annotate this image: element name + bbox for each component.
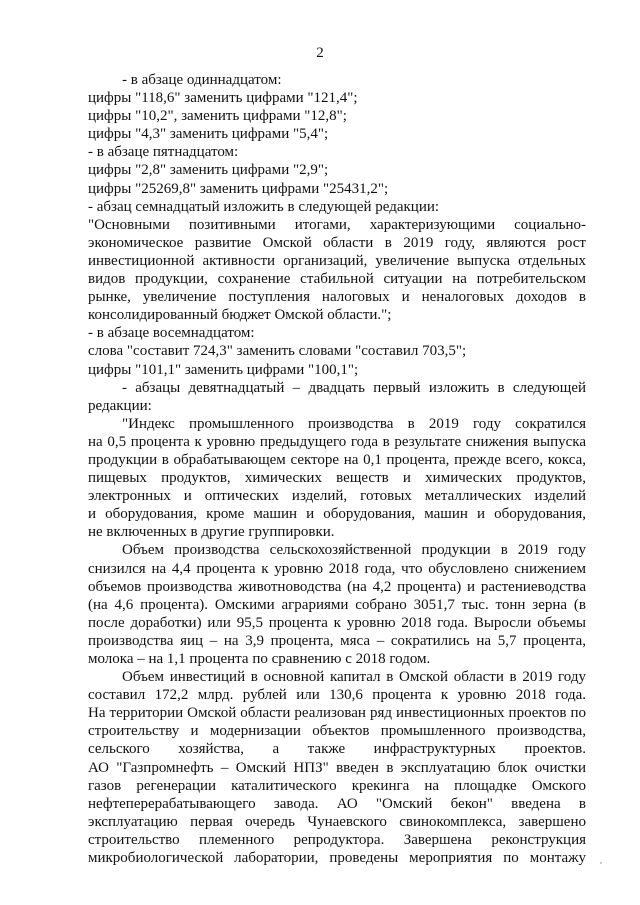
text-line: после доработки) или 95,5 процента к уровню 2018 года. Выросли объемы xyxy=(88,614,586,631)
text-line: сельского хозяйства, а также инфраструктурных проектов. xyxy=(88,741,586,758)
text-line: строительству и модернизации объектов промышленного производства, xyxy=(88,723,586,740)
text-line: АО "Газпромнефть – Омский НПЗ" введен в эксплуатацию блок очистки xyxy=(88,759,586,776)
text-line: слова "составит 724,3" заменить словами "составил 703,5"; xyxy=(88,343,467,360)
text-line: экономическое развитие Омской области в 2019 году, являются рост xyxy=(88,234,586,251)
text-line: инвестиционной активности организаций, увеличение выпуска отдельных xyxy=(88,252,586,269)
text-line: видов продукции, сохранение стабильной ситуации на потребительском xyxy=(88,271,586,288)
text-line: снизился на 4,4 процента к уровню 2018 года, что обусловлено снижением xyxy=(88,560,586,577)
text-line: электронных и оптических изделий, готовых металлических изделий xyxy=(88,488,586,505)
text-line: цифры "10,2", заменить цифрами "12,8"; xyxy=(88,108,347,125)
text-line: - в абзаце восемнадцатом: xyxy=(88,325,255,342)
text-line: нефтеперерабатывающего завода. АО "Омский бекон" введена в xyxy=(88,795,586,812)
text-line: - абзацы девятнадцатый – двадцать первый изложить в следующей xyxy=(122,379,586,396)
text-line: производства яиц – на 3,9 процента, мяса – сократились на 5,7 процента, xyxy=(88,632,586,649)
text-line: пищевых продуктов, химических веществ и химических продуктов, xyxy=(88,470,586,487)
text-line: объемов производства животноводства (на 4,2 процента) и растениеводства xyxy=(88,578,586,595)
text-line: на 0,5 процента к уровню предыдущего года в результате снижения выпуска xyxy=(88,433,586,450)
text-line: цифры "25269,8" заменить цифрами "25431,2"; xyxy=(88,180,389,197)
text-line: эксплуатацию первая очередь Чунаевского свинокомплекса, завершено xyxy=(88,813,586,830)
text-line: Объем производства сельскохозяйственной продукции в 2019 году xyxy=(122,542,586,559)
text-line: продукции в обрабатывающем секторе на 0,1 процента, прежде всего, кокса, xyxy=(88,451,586,468)
text-line: микробиологической лаборатории, проведены мероприятия по монтажу xyxy=(88,850,586,867)
text-line: редакции: xyxy=(88,397,152,414)
text-line: рынке, увеличение поступления налоговых и неналоговых доходов в xyxy=(88,289,586,306)
text-line: Объем инвестиций в основной капитал в Омской области в 2019 году xyxy=(122,669,586,686)
text-line: газов регенерации каталитического крекинга на площадке Омского xyxy=(88,777,586,794)
document-body xyxy=(88,71,586,867)
text-line: На территории Омской области реализован ряд инвестиционных проектов по xyxy=(88,705,586,722)
text-line: "Индекс промышленного производства в 2019 году сократился xyxy=(122,415,586,432)
text-line: строительство племенного репродуктора. Завершена реконструкция xyxy=(88,831,586,848)
text-line: и оборудования, кроме машин и оборудования, машин и оборудования, xyxy=(88,506,586,523)
scan-artifact-dot xyxy=(600,862,602,864)
text-line: "Основными позитивными итогами, характеризующими социально- xyxy=(88,216,586,233)
text-line: составил 172,2 млрд. рублей или 130,6 процента к уровню 2018 года. xyxy=(88,687,586,704)
text-line: цифры "4,3" заменить цифрами "5,4"; xyxy=(88,126,329,143)
text-line: цифры "2,8" заменить цифрами "2,9"; xyxy=(88,162,329,179)
text-line: - абзац семнадцатый изложить в следующей редакции: xyxy=(88,198,440,215)
text-line: (на 4,6 процента). Омскими аграриями собрано 3051,7 тыс. тонн зерна (в xyxy=(88,596,586,613)
page-number: 2 xyxy=(316,45,324,61)
text-line: - в абзаце пятнадцатом: xyxy=(88,144,239,161)
text-line: - в абзаце одиннадцатом: xyxy=(122,72,282,88)
text-line: цифры "118,6" заменить цифрами "121,4"; xyxy=(88,90,358,107)
text-line: цифры "101,1" заменить цифрами "100,1"; xyxy=(88,361,359,378)
text-line: молока – на 1,1 процента по сравнению с 2018 годом. xyxy=(88,651,431,667)
text-line: не включенных в другие группировки. xyxy=(88,524,335,541)
text-line: консолидированный бюджет Омской области."; xyxy=(88,307,392,324)
